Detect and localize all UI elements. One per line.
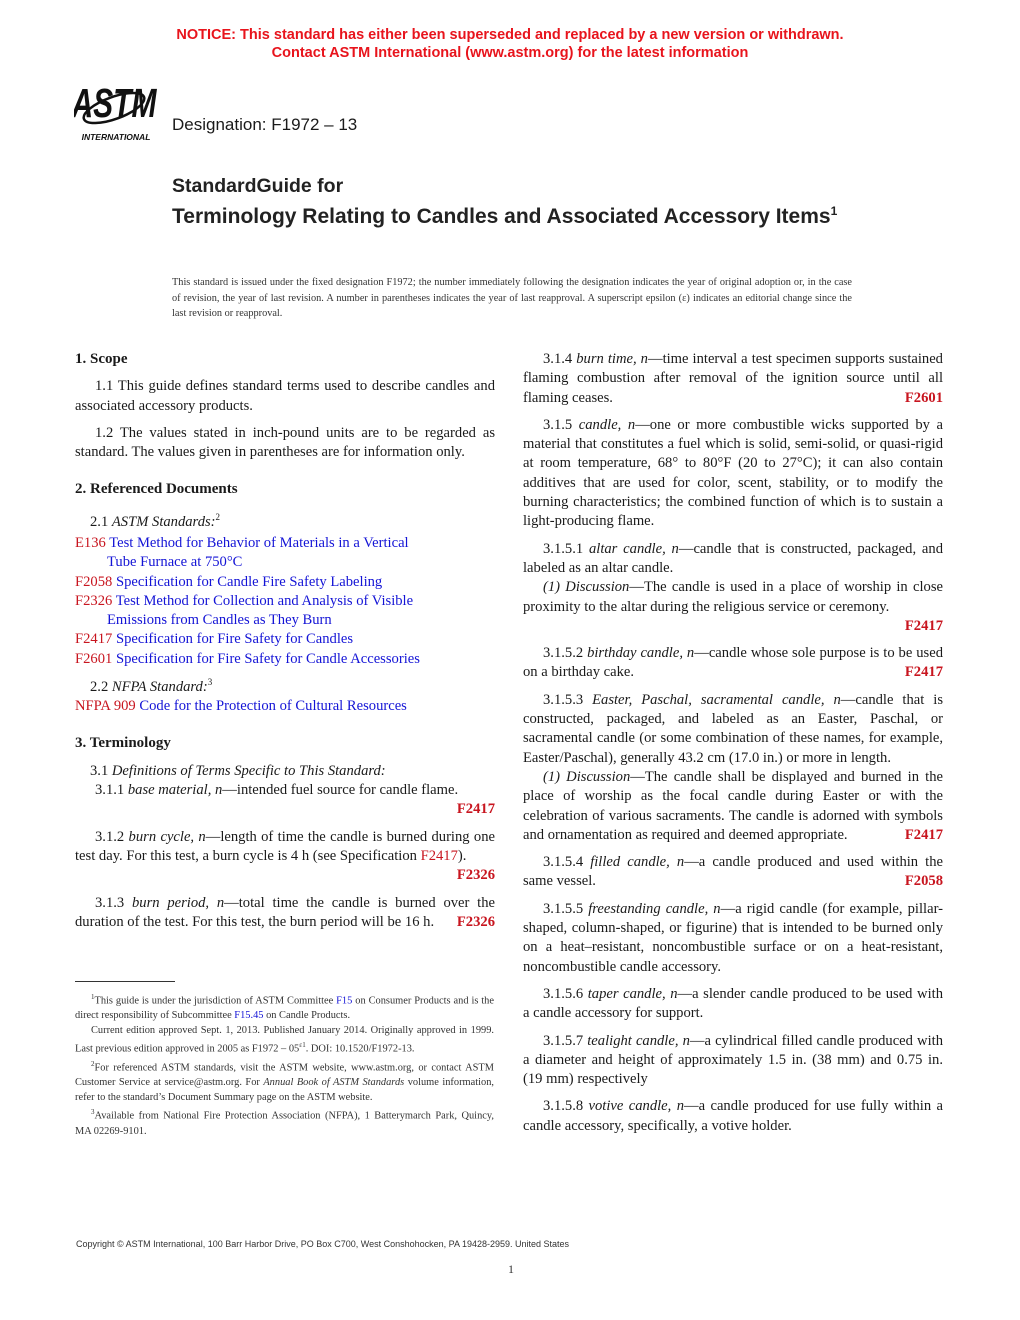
term-votive-candle: 3.1.5.8 votive candle, n—a candle produced for use fully within a candle accessory, specifically, a votive holder.: [523, 1098, 944, 1134]
left-column: [75, 350, 495, 932]
ref-f2058[interactable]: F2058 Specification for Candle Fire Safety Labeling: [75, 573, 383, 590]
section-heading-scope: 1. Scope: [75, 351, 128, 367]
term-altar-candle: 3.1.5.1 altar candle, n—candle that is constructed, packaged, and labeled as an altar candle.: [523, 540, 944, 576]
ref-e136-cont[interactable]: Tube Furnace at 750°C: [107, 554, 243, 571]
nfpa-standard-label: 2.2 NFPA Standard:$^3$: [90, 677, 213, 695]
committee-f15-link[interactable]: F15: [336, 995, 353, 1007]
issuance-note: This standard is issued under the fixed designation F1972; the number immediately following the designation indicates the year of original adoption or, in the case of revision, the year of last revision. A number in parentheses indicates the year of last reapproval. A superscript epsilon (ε) indicates an editorial change since the last revision or reapproval.: [172, 277, 852, 319]
inline-ref-f2417[interactable]: F2417: [420, 847, 458, 864]
footnote-1: $^1$This guide is under the jurisdiction of ASTM Committee F15 on Consumer Products and is the direct responsibility of Subcommittee F15.45 on Candle Products.: [75, 993, 494, 1022]
discussion-easter-candle: (1) Discussion—The candle shall be displayed and burned in the place of worship as the focal candle during Easter or with the celebration of various sacraments. The candle is adorned with symbols and ornamentation as required and deemed appropriate. F2417: [523, 768, 943, 845]
footnote-3: $^3$Available from National Fire Protection Association (NFPA), 1 Batterymarch Park, Quincy, MA 02269-9101.: [75, 1108, 494, 1137]
title-line-1: StandardGuide for: [172, 175, 344, 197]
source-ref[interactable]: F2058: [904, 873, 943, 890]
title-footnote-mark[interactable]: 1: [830, 204, 838, 218]
term-tealight-candle: 3.1.5.7 tealight candle, n—a cylindrical filled candle produced with a diameter and height of approximately 1.5 in. (38 mm) and 0.75 in. (19 mm) respectively: [523, 1032, 944, 1088]
footnote-2-mark[interactable]: 2: [215, 511, 221, 522]
source-ref[interactable]: F2417: [904, 617, 943, 634]
page-number: 1: [508, 1262, 514, 1276]
footnote-divider: [75, 981, 175, 982]
copyright-footer: Copyright © ASTM International, 100 Barr Harbor Drive, PO Box C700, West Conshohocken, PA 19428-2959. United States: [76, 1239, 570, 1249]
right-column: [523, 350, 943, 1144]
scope-para-1-2: 1.2 The values stated in inch-pound units are to be regarded as standard. The values given in parentheses are for information only.: [75, 424, 495, 461]
ref-f2326[interactable]: F2326 Test Method for Collection and Analysis of Visible: [75, 592, 414, 609]
ref-nfpa-909[interactable]: NFPA 909 Code for the Protection of Cultural Resources: [75, 698, 407, 715]
footnote-3-mark[interactable]: 3: [207, 677, 213, 688]
title-main: Terminology Relating to Candles and Associated Accessory Items: [172, 205, 831, 228]
notice-line-1: NOTICE: This standard has either been superseded and replaced by a new version or withdrawn.: [176, 27, 844, 43]
astm-logo-icon: [74, 74, 164, 144]
term-base-material: 3.1.1 base material, n—intended fuel source for candle flame. F2417: [75, 781, 495, 820]
term-filled-candle: 3.1.5.4 filled candle, n—a candle produced and used within the same vessel. F2058: [523, 853, 943, 892]
footnote-2: $^2$For referenced ASTM standards, visit the ASTM website, www.astm.org, or contact ASTM Customer Service at service@astm.org. For Annual Book of ASTM Standards volume information, refer to the standard’s Document Summary page on the ASTM website.: [75, 1059, 494, 1104]
term-freestanding-candle: 3.1.5.5 freestanding candle, n—a rigid candle (for example, pillar-shaped, column-shaped, or figurine) that is intended to be burned only on a heat–resistant, noncombustible surface or on a heat-resistant, noncombustible candle accessory.: [523, 900, 943, 975]
term-burn-period: 3.1.3 burn period, n—total time the candle is burned over the duration of the test. For this test, the burn period will be 16 h. F2326: [75, 894, 495, 933]
withdrawal-notice: [0, 26, 1020, 62]
ref-f2326-cont[interactable]: Emissions from Candles as They Burn: [107, 612, 332, 629]
source-ref[interactable]: F2601: [904, 389, 943, 406]
source-ref[interactable]: F2417: [904, 664, 943, 681]
ref-f2601[interactable]: F2601 Specification for Fire Safety for Candle Accessories: [75, 650, 420, 667]
term-burn-cycle: 3.1.2 burn cycle, n—length of time the candle is burned during one test day. For this test, a burn cycle is 4 h (see Specification F2417). F2326: [75, 828, 495, 886]
notice-line-2: Contact ASTM International (www.astm.org) for the latest information: [271, 45, 749, 61]
section-heading-terminology: 3. Terminology: [75, 735, 171, 752]
edition-note: Current edition approved Sept. 1, 2013. Published January 2014. Originally approved in 1999. Last previous edition approved in 2005 as $F1972 - 05^{\varepsilon 1}$. DOI: 10.1520/F1972-13.: [75, 1025, 494, 1055]
scope-para-1-1: 1.1 This guide defines standard terms used to describe candles and associated accessory products.: [75, 378, 495, 414]
source-ref[interactable]: F2326: [456, 867, 495, 884]
subcommittee-f15-45-link[interactable]: F15.45: [234, 1010, 264, 1022]
svg-text:ASTM: ASTM: [74, 80, 157, 127]
source-ref[interactable]: F2417: [904, 826, 943, 843]
footnotes: [75, 990, 494, 1139]
term-candle: 3.1.5 candle, n—one or more combustible wicks supported by a material that constitutes a fuel which is solid, semi-solid, or quasi-rigid at room temperature, 68° to 80°F (20 to 27°C); it can also contain additives that are used for color, scent, stability, or to modify the burning characteristics; the combined function of which is to sustain a light-producing flame.: [523, 416, 943, 530]
title-line-2: [172, 198, 872, 230]
astm-standards-label: 2.1 ASTM Standards:$^2$: [90, 511, 221, 530]
discussion-altar-candle: (1) Discussion—The candle is used in a place of worship in close proximity to the altar during the religious service or ceremony. F2417: [523, 578, 943, 636]
designation: Designation: F1972 – 13: [172, 115, 358, 134]
astm-logo: [74, 74, 164, 144]
definitions-label: 3.1 Definitions of Terms Specific to This Standard:: [90, 762, 386, 779]
ref-f2417[interactable]: F2417 Specification for Fire Safety for Candles: [75, 631, 354, 648]
svg-text:INTERNATIONAL: INTERNATIONAL: [81, 132, 151, 142]
ref-e136[interactable]: E136 Test Method for Behavior of Materials in a Vertical: [75, 534, 409, 551]
term-burn-time: 3.1.4 burn time, n—time interval a test specimen supports sustained flaming combustion after removal of the ignition source until all flaming ceases. F2601: [523, 350, 943, 408]
source-ref[interactable]: F2417: [456, 801, 495, 818]
source-ref[interactable]: F2326: [456, 913, 495, 930]
document-title: [172, 174, 872, 230]
term-easter-candle: 3.1.5.3 Easter, Paschal, sacramental candle, n—candle that is constructed, packaged, and labeled as an Easter, Paschal, or sacramental candle (or some combination of these names, for example, Easter/Paschal), generally 43.2 cm (17.0 in.) or more in length.: [523, 691, 944, 766]
term-taper-candle: 3.1.5.6 taper candle, n—a slender candle produced to be used with a candle accessory for support.: [523, 985, 943, 1022]
term-birthday-candle: 3.1.5.2 birthday candle, n—candle whose sole purpose is to be used on a birthday cake. F2417: [523, 644, 943, 683]
section-heading-referenced: 2. Referenced Documents: [75, 481, 238, 498]
